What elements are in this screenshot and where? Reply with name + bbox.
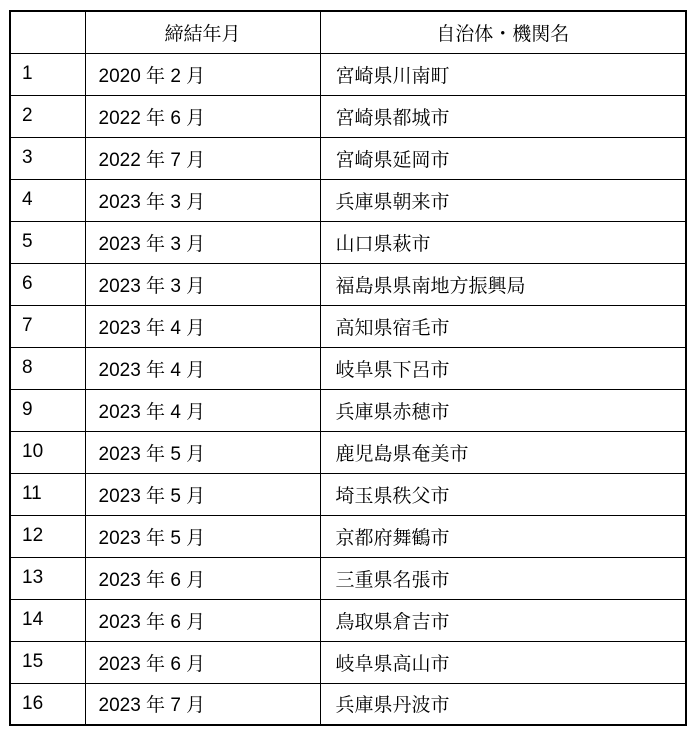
- table-row: [10, 599, 686, 641]
- cell-organization: 福島県県南地方振興局: [320, 263, 686, 305]
- header-organization: 自治体・機関名: [320, 11, 686, 53]
- cell-date: 2023 年 6 月: [85, 557, 320, 599]
- cell-date: 2023 年 5 月: [85, 431, 320, 473]
- table-row: [10, 95, 686, 137]
- cell-no: 1: [10, 53, 85, 95]
- cell-date: 2023 年 4 月: [85, 389, 320, 431]
- cell-no: 12: [10, 515, 85, 557]
- cell-no: 15: [10, 641, 85, 683]
- cell-date: 2023 年 7 月: [85, 683, 320, 725]
- table-row: [10, 263, 686, 305]
- cell-organization: 岐阜県下呂市: [320, 347, 686, 389]
- table-row: [10, 389, 686, 431]
- table-row: [10, 347, 686, 389]
- table-row: [10, 221, 686, 263]
- cell-organization: 宮崎県延岡市: [320, 137, 686, 179]
- cell-no: 10: [10, 431, 85, 473]
- cell-no: 4: [10, 179, 85, 221]
- cell-organization: 埼玉県秩父市: [320, 473, 686, 515]
- cell-organization: 高知県宿毛市: [320, 305, 686, 347]
- cell-date: 2023 年 6 月: [85, 599, 320, 641]
- cell-organization: 兵庫県朝来市: [320, 179, 686, 221]
- table-row: [10, 641, 686, 683]
- table-row: [10, 137, 686, 179]
- cell-no: 16: [10, 683, 85, 725]
- cell-organization: 宮崎県川南町: [320, 53, 686, 95]
- cell-date: 2023 年 5 月: [85, 473, 320, 515]
- agreement-table: [9, 10, 687, 726]
- cell-organization: 鹿児島県奄美市: [320, 431, 686, 473]
- cell-no: 8: [10, 347, 85, 389]
- cell-date: 2023 年 3 月: [85, 221, 320, 263]
- cell-no: 2: [10, 95, 85, 137]
- cell-date: 2023 年 4 月: [85, 305, 320, 347]
- cell-organization: 岐阜県高山市: [320, 641, 686, 683]
- header-index: [10, 11, 85, 53]
- cell-no: 11: [10, 473, 85, 515]
- cell-no: 14: [10, 599, 85, 641]
- cell-no: 13: [10, 557, 85, 599]
- cell-no: 5: [10, 221, 85, 263]
- table-row: [10, 557, 686, 599]
- cell-organization: 鳥取県倉吉市: [320, 599, 686, 641]
- cell-no: 6: [10, 263, 85, 305]
- header-date: 締結年月: [85, 11, 320, 53]
- table-row: [10, 515, 686, 557]
- table-row: [10, 473, 686, 515]
- cell-organization: 山口県萩市: [320, 221, 686, 263]
- cell-date: 2023 年 6 月: [85, 641, 320, 683]
- cell-date: 2023 年 5 月: [85, 515, 320, 557]
- cell-date: 2020 年 2 月: [85, 53, 320, 95]
- cell-no: 7: [10, 305, 85, 347]
- cell-organization: 兵庫県丹波市: [320, 683, 686, 725]
- table-header-row: [10, 11, 686, 53]
- table-row: [10, 683, 686, 725]
- cell-no: 9: [10, 389, 85, 431]
- cell-date: 2023 年 3 月: [85, 263, 320, 305]
- cell-date: 2023 年 4 月: [85, 347, 320, 389]
- table-row: [10, 305, 686, 347]
- cell-organization: 兵庫県赤穂市: [320, 389, 686, 431]
- table-row: [10, 431, 686, 473]
- cell-organization: 宮崎県都城市: [320, 95, 686, 137]
- cell-date: 2023 年 3 月: [85, 179, 320, 221]
- cell-date: 2022 年 6 月: [85, 95, 320, 137]
- cell-no: 3: [10, 137, 85, 179]
- cell-organization: 京都府舞鶴市: [320, 515, 686, 557]
- cell-date: 2022 年 7 月: [85, 137, 320, 179]
- table-row: [10, 53, 686, 95]
- table-row: [10, 179, 686, 221]
- cell-organization: 三重県名張市: [320, 557, 686, 599]
